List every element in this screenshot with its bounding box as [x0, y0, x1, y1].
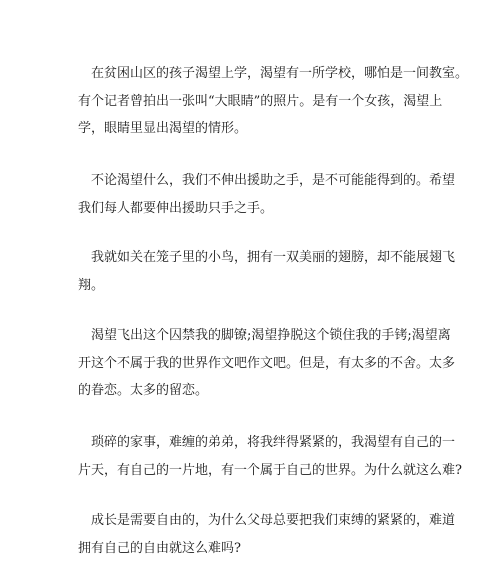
paragraph-line: 片天，有自己的一片地，有一个属于自己的世界。为什么就这么难?: [78, 462, 462, 478]
paragraph-4: [78, 322, 456, 405]
paragraph-line: 翔。: [78, 277, 105, 293]
paragraph-line: 我们每人都要伸出援助只手之手。: [78, 200, 274, 216]
paragraph-line: 拥有自己的自由就这么难吗?: [78, 540, 241, 556]
paragraph-line: 不论渴望什么，我们不伸出援助之手，是不可能能得到的。希望: [91, 173, 456, 188]
paragraph-line: 成长是需要自由的，为什么父母总要把我们束缚的紧紧的，难道: [91, 513, 456, 528]
paragraph-line: 琐碎的家事，难缠的弟弟，将我绊得紧紧的，我渴望有自己的一: [91, 435, 456, 450]
paragraph-1: [78, 60, 469, 143]
paragraph-2: [78, 167, 456, 222]
paragraph-line: 在贫困山区的孩子渴望上学，渴望有一所学校，哪怕是一间教室。: [91, 66, 469, 81]
paragraph-line: 开这个不属于我的世界作文吧作文吧。但是，有太多的不舍。太多: [78, 355, 456, 371]
paragraph-3: [78, 244, 456, 299]
paragraph-line: 的眷恋。太多的留恋。: [78, 383, 209, 398]
paragraph-line: 学，眼睛里显出渴望的情形。: [78, 121, 248, 136]
paragraph-6: [78, 507, 456, 562]
paragraph-5: [78, 429, 462, 484]
paragraph-line: 渴望飞出这个囚禁我的脚镣;渴望挣脱这个锁住我的手铐;渴望离: [91, 328, 451, 343]
paragraph-line: 有个记者曾拍出一张叫“大眼睛”的照片。是有一个女孩，渴望上: [78, 93, 443, 109]
paragraph-line: 我就如关在笼子里的小鸟，拥有一双美丽的翅膀，却不能展翅飞: [91, 250, 456, 265]
